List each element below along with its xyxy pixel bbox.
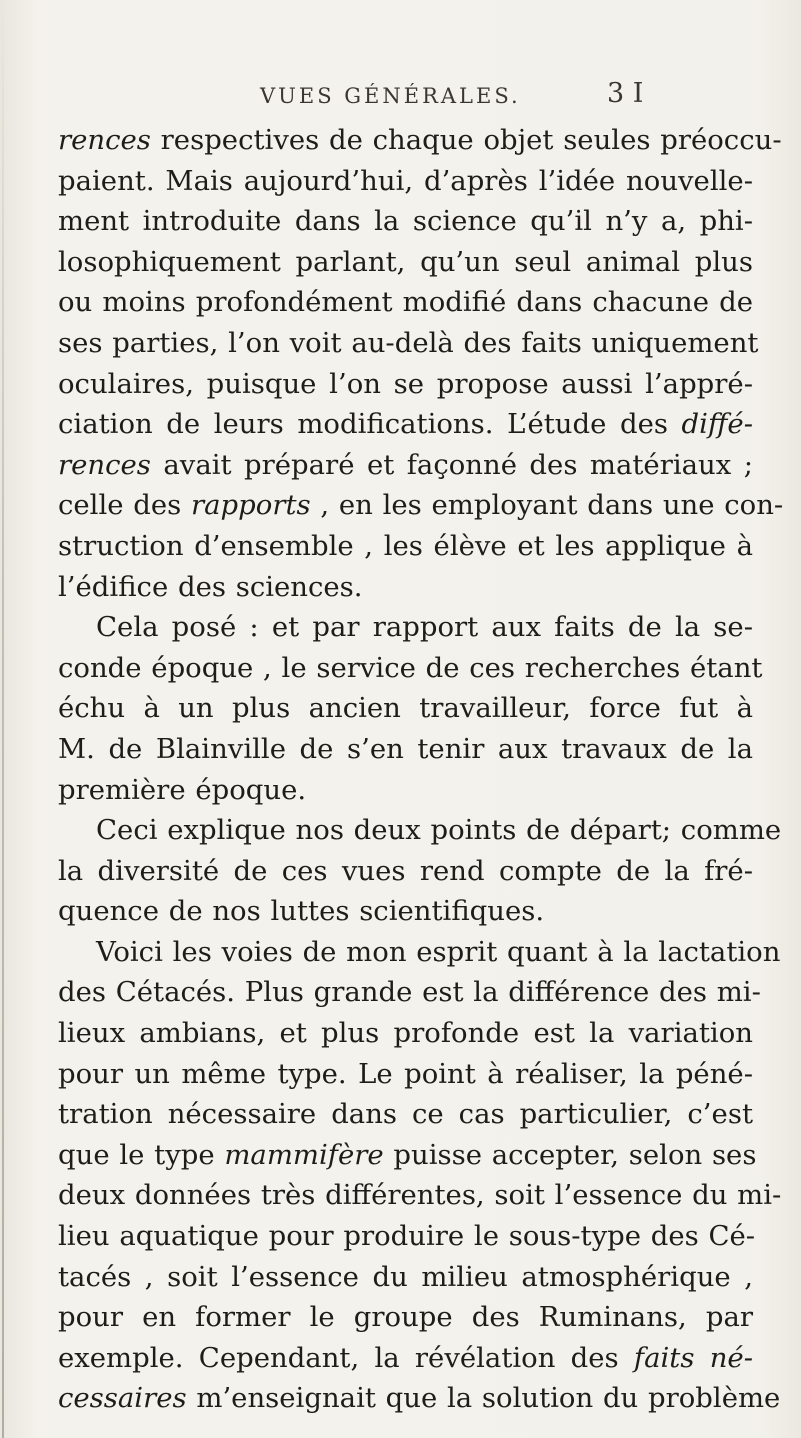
text-run: tacés , soit l’essence du milieu atmosphérique , <box>58 1260 753 1293</box>
text-line <box>58 1094 753 1135</box>
text-line <box>58 364 753 405</box>
text-run: tration nécessaire dans ce cas particulier, c’est <box>58 1098 753 1131</box>
text-line <box>58 201 753 242</box>
text-line <box>58 648 763 689</box>
italic-text: mammifère <box>224 1138 384 1171</box>
italic-text: rapports <box>191 489 311 522</box>
text-run: M. de Blainville de s’en tenir aux travaux de la <box>58 732 753 765</box>
text-line <box>58 891 753 932</box>
text-run: lieux ambians, et plus profonde est la variation <box>58 1017 753 1050</box>
page-gutter-shadow <box>2 0 4 1438</box>
text-line <box>58 526 753 567</box>
text-run: Voici les voies de mon esprit quant à la lactation <box>96 935 781 968</box>
text-line <box>58 242 753 283</box>
text-run: ses parties, l’on voit au-delà des faits uniquement <box>58 326 759 359</box>
text-run: quence de nos luttes scientifiques. <box>58 895 545 928</box>
italic-text: rences <box>58 124 151 156</box>
text-run: , en les employant dans une con- <box>310 489 784 522</box>
text-run: la diversité de ces vues rend compte de la fré- <box>58 854 753 887</box>
text-run: Cela posé : et par rapport aux faits de la se- <box>96 611 753 644</box>
text-line <box>58 567 753 608</box>
text-run: que le type <box>58 1138 225 1171</box>
text-run: échu à un plus ancien travailleur, force fut à <box>58 692 753 725</box>
text-line <box>58 851 753 892</box>
text-line <box>58 485 784 526</box>
text-run: m’enseignait que la solution du problème <box>186 1382 781 1415</box>
text-line <box>58 161 753 202</box>
italic-text: rences <box>58 448 151 481</box>
text-line <box>58 1135 757 1176</box>
text-line <box>58 1297 753 1338</box>
text-line <box>58 607 753 648</box>
text-line <box>58 323 759 364</box>
text-run: pour en former le groupe des Ruminans, par <box>58 1301 753 1334</box>
text-line <box>58 1013 753 1054</box>
text-line <box>58 810 782 851</box>
text-line <box>58 1338 753 1379</box>
text-run: paient. Mais aujourd’hui, d’après l’idée nouvelle- <box>58 164 753 197</box>
text-line <box>58 282 753 323</box>
italic-text: cessaires <box>58 1382 187 1415</box>
text-run: l’édifice des sciences. <box>58 570 363 603</box>
text-run: respectives de chaque objet seules préoccu- <box>150 124 782 156</box>
text-line <box>58 1054 753 1095</box>
text-run: des Cétacés. Plus grande est la différence des mi- <box>58 976 761 1009</box>
running-title: VUES GÉNÉRALES. <box>260 84 521 108</box>
text-line <box>58 1378 781 1419</box>
page-number: 3 I <box>607 78 644 109</box>
text-run: exemple. Cependant, la révélation des <box>58 1341 634 1374</box>
text-line <box>58 729 753 770</box>
text-run: ou moins profondément modifié dans chacune de <box>58 286 753 319</box>
text-line <box>58 932 781 973</box>
text-run: ment introduite dans la science qu’il n’y a, phi- <box>58 205 753 238</box>
text-run: Ceci explique nos deux points de départ; comme <box>96 814 782 847</box>
text-line <box>58 688 753 729</box>
text-run: première époque. <box>58 773 307 806</box>
text-run: oculaires, puisque l’on se propose aussi l’appré- <box>58 367 753 400</box>
text-line <box>58 1257 753 1298</box>
text-run: conde époque , le service de ces recherches étant <box>58 651 763 684</box>
italic-text: faits né- <box>633 1341 753 1374</box>
text-run: pour un même type. Le point à réaliser, la péné- <box>58 1057 753 1090</box>
text-line <box>58 1175 782 1216</box>
text-line <box>58 120 782 161</box>
text-run: avait préparé et façonné des matériaux ; <box>150 448 753 481</box>
page-header <box>260 76 660 110</box>
text-line <box>58 972 761 1013</box>
text-run: deux données très différentes, soit l’essence du mi- <box>58 1179 782 1212</box>
text-run: lieu aquatique pour produire le sous-type des Cé- <box>58 1220 756 1253</box>
text-line <box>58 770 753 811</box>
text-run: celle des <box>58 489 192 522</box>
text-run: ciation de leurs modifications. L’étude des <box>58 408 682 441</box>
text-run: struction d’ensemble , les élève et les applique à <box>58 529 753 562</box>
text-line <box>58 1216 756 1257</box>
body-text <box>58 120 784 1419</box>
text-run: losophiquement parlant, qu’un seul animal plus <box>58 245 753 278</box>
text-run: puisse accepter, selon ses <box>383 1138 757 1171</box>
text-line <box>58 404 753 445</box>
italic-text: diffé- <box>681 408 753 441</box>
text-line <box>58 445 753 486</box>
